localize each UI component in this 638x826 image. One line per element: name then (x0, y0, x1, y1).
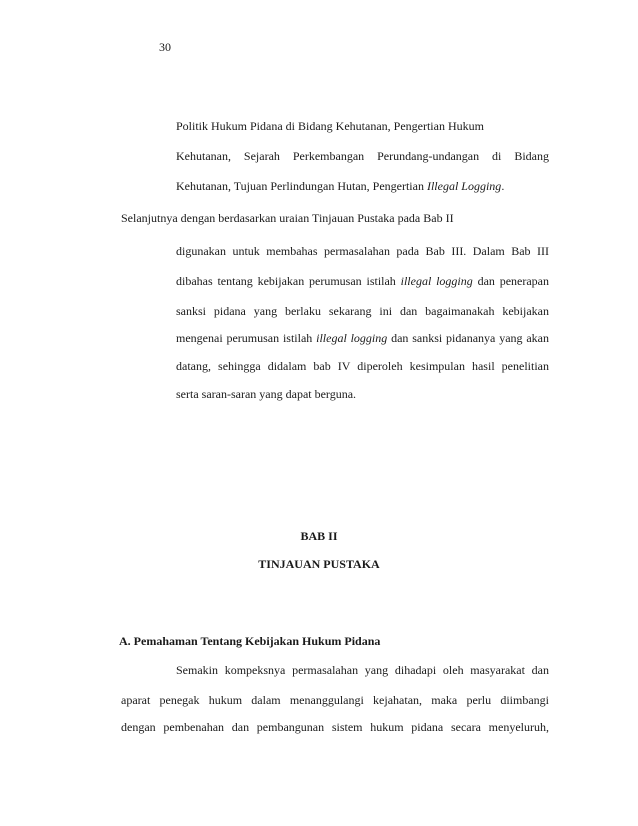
chapter-title: TINJAUAN PUSTAKA (258, 557, 380, 571)
p1-line-1: Politik Hukum Pidana di Bidang Kehutanan, Pengertian Hukum (176, 119, 484, 133)
p1-line-3: Kehutanan, Tujuan Perlindungan Hutan, Pengertian Illegal Logging. (176, 179, 505, 193)
chapter-number: BAB II (300, 529, 338, 543)
italic-term: illegal logging (400, 274, 473, 288)
section-line-3: dengan pembenahan dan pembangunan sistem hukum pidana secara menyeluruh, (121, 720, 549, 734)
p1-line-2: Kehutanan, Sejarah Perkembangan Perundang-undangan di Bidang (176, 149, 549, 163)
page-number: 30 (159, 40, 171, 54)
p2-line-1: Selanjutnya dengan berdasarkan uraian Tinjauan Pustaka pada Bab II (121, 211, 454, 225)
p2-line-7: serta saran-saran yang dapat berguna. (176, 387, 357, 401)
section-line-2: aparat penegak hukum dalam menanggulangi kejahatan, maka perlu diimbangi (121, 693, 549, 707)
section-line-1: Semakin kompeksnya permasalahan yang dihadapi oleh masyarakat dan (176, 663, 549, 677)
italic-term: Illegal Logging (426, 179, 502, 193)
italic-term: illegal logging (316, 331, 388, 345)
p2-line-4: sanksi pidana yang berlaku sekarang ini dan bagaimanakah kebijakan (176, 304, 549, 318)
p2-line-6: datang, sehingga didalam bab IV diperoleh kesimpulan hasil penelitian (176, 359, 549, 373)
p2-line-5: mengenai perumusan istilah illegal logging dan sanksi pidananya yang akan (176, 331, 549, 345)
p2-line-2: digunakan untuk membahas permasalahan pada Bab III. Dalam Bab III (176, 244, 549, 258)
section-heading: A. Pemahaman Tentang Kebijakan Hukum Pidana (119, 634, 381, 648)
p2-line-3: dibahas tentang kebijakan perumusan istilah illegal logging dan penerapan (176, 274, 549, 288)
